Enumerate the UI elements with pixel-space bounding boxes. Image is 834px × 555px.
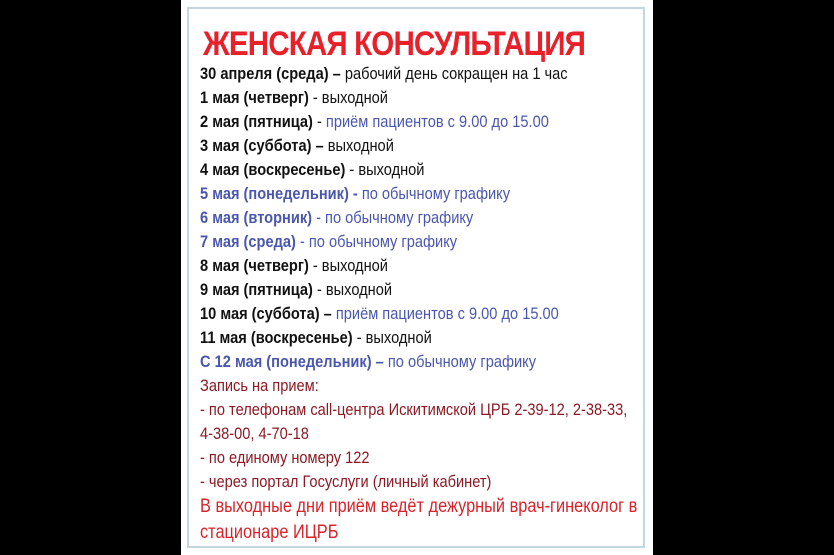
schedule-text: приём пациентов с 9.00 до 15.00 [325,112,549,131]
schedule-text: выходной [321,88,388,107]
schedule-separator: - [312,280,326,299]
notice-content [200,62,638,546]
schedule-separator: - [308,256,322,275]
schedule-row [200,254,587,278]
schedule-day: 4 мая (воскресенье) [200,160,346,179]
schedule-day: 2 мая (пятница) [200,112,313,131]
schedule-separator: – [311,136,328,155]
schedule-separator: - [348,184,362,203]
schedule-day: 8 мая (четверг) [200,256,309,275]
schedule-separator: - [352,328,366,347]
schedule-day: 3 мая (суббота) [200,136,312,155]
schedule-day: 7 мая (среда) [200,232,296,251]
schedule-day: С 12 мая (понедельник) [200,352,372,371]
appointment-single-number: - по единому номеру 122 [200,448,370,467]
schedule-row [200,110,587,134]
schedule-row [200,278,587,302]
schedule-separator: - [345,160,359,179]
schedule-row [200,326,587,350]
weekend-note-line1 [200,494,638,520]
page-title: ЖЕНСКАЯ КОНСУЛЬТАЦИЯ [203,25,586,63]
schedule-day: 30 апреля (среда) [200,64,329,83]
weekend-note-text: стационаре ИЦРБ [200,522,339,543]
schedule-row [200,230,587,254]
schedule-row [200,134,587,158]
schedule-text: выходной [358,160,425,179]
schedule-day: 9 мая (пятница) [200,280,313,299]
appointment-phones-cont: 4-38-00, 4-70-18 [200,424,309,443]
schedule-day: 5 мая (понедельник) [200,184,349,203]
schedule-day: 6 мая (вторник) [200,208,313,227]
schedule-row [200,302,587,326]
schedule-text: по обычному графику [387,352,537,371]
schedule-day: 1 мая (четверг) [200,88,309,107]
schedule-text: выходной [327,136,394,155]
schedule-text: выходной [325,280,393,299]
schedule-row [200,206,587,230]
weekend-note-text: В выходные дни приём ведёт дежурный врач-гинеколог в [200,496,638,517]
schedule-row [200,62,587,86]
schedule-separator: - [312,208,326,227]
schedule-text: по обычному графику [325,208,474,227]
schedule-separator: – [328,64,345,83]
schedule-text: по обычному графику [308,232,458,251]
appointment-phones: - по телефонам call-центра Искитимской ЦРБ 2-39-12, 2-38-33, [200,400,628,419]
notice-page [181,0,653,555]
schedule-row [200,182,587,206]
schedule-text: рабочий день сокращен на 1 час [344,64,568,83]
schedule-row [200,86,587,110]
schedule-row [200,158,587,182]
schedule-separator: – [371,352,388,371]
schedule-day: 11 мая (воскресенье) [200,328,353,347]
schedule-separator: - [308,88,322,107]
appointment-heading: Запись на прием: [200,376,319,395]
schedule-row [200,350,587,374]
schedule-text: приём пациентов с 9.00 до 15.00 [335,304,559,323]
schedule-text: выходной [321,256,388,275]
schedule-separator: – [319,304,336,323]
schedule-day: 10 мая (суббота) [200,304,320,323]
schedule-text: по обычному графику [361,184,511,203]
schedule-text: выходной [365,328,432,347]
weekend-note-line2 [200,520,587,546]
schedule-separator: - [295,232,309,251]
schedule-separator: - [312,112,326,131]
appointment-portal: - через портал Госуслуги (личный кабинет) [200,472,492,491]
